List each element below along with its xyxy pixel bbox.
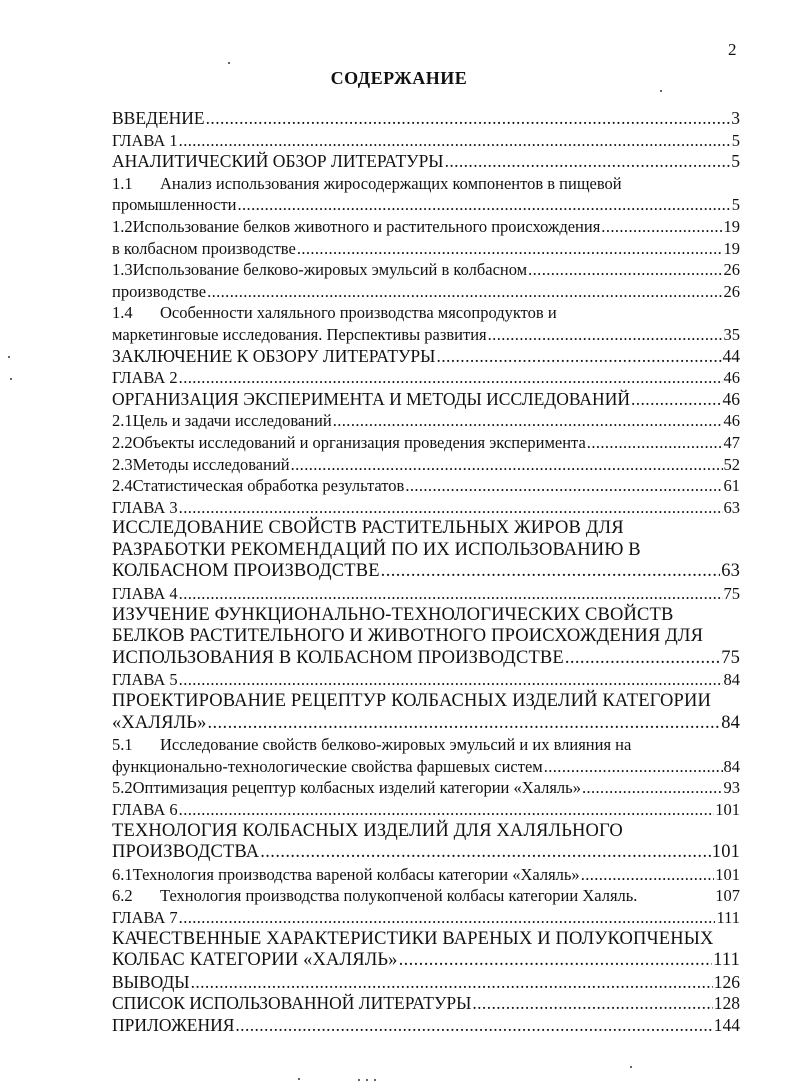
toc-entry-title: ТЕХНОЛОГИЯ КОЛБАСНЫХ ИЗДЕЛИЙ ДЛЯ ХАЛЯЛЬНОГО [112, 820, 623, 841]
toc-entry-title: Технология производства полукопченой колбасы категории Халяль. [160, 886, 638, 906]
toc-entry [112, 432, 740, 454]
dot-leader [405, 475, 722, 497]
dot-leader [207, 713, 720, 735]
dot-leader [235, 1015, 712, 1037]
toc-entry-title: ВЫВОДЫ [112, 971, 190, 992]
toc-entry-number: 2.4 [112, 476, 133, 496]
toc-entry-page: 26 [723, 260, 740, 280]
toc-entry-title: Методы исследований [132, 454, 290, 474]
toc-entry-page: 44 [722, 345, 740, 366]
toc-entry-title: ЗАКЛЮЧЕНИЕ К ОБЗОРУ ЛИТЕРАТУРЫ [112, 345, 436, 366]
toc-entry-title: ПРОИЗВОДСТВА [112, 842, 260, 863]
dot-leader [565, 648, 720, 670]
toc-entry-page: 84 [721, 712, 740, 733]
dot-leader [260, 842, 711, 864]
toc-entry-page: 101 [715, 800, 740, 819]
toc-entry-number: 1.3 [112, 260, 133, 280]
dot-leader [381, 561, 721, 583]
dot-leader [191, 972, 713, 994]
toc-entry-title: Особенности халяльного производства мясопродуктов и [160, 303, 557, 323]
toc-entry-title: ПРИЛОЖЕНИЯ [112, 1014, 235, 1035]
dot-leader [207, 281, 722, 303]
toc-entry-page: 5 [731, 195, 740, 215]
toc-entry [112, 713, 740, 735]
toc-entry-number: 2.2 [112, 432, 133, 452]
toc-entry-page: 84 [723, 670, 740, 690]
dot-leader [445, 151, 731, 173]
toc-entry [112, 410, 740, 432]
toc-entry-page: 5 [731, 151, 740, 172]
toc-entry-page: 61 [723, 476, 740, 496]
dot-leader [399, 950, 713, 972]
toc-entry-page: 63 [723, 497, 740, 517]
toc-entry-page: 46 [723, 411, 740, 431]
page-title: СОДЕРЖАНИЕ [330, 68, 468, 88]
toc-entry [112, 108, 740, 130]
toc-entry-title: ГЛАВА 5 [112, 670, 178, 690]
toc-entry [112, 885, 740, 907]
toc-entry [112, 605, 740, 627]
toc-entry [112, 389, 740, 411]
toc-entry-title: ИССЛЕДОВАНИЕ СВОЙСТВ РАСТИТЕЛЬНЫХ ЖИРОВ ДЛЯ [112, 518, 624, 539]
toc-entry [112, 950, 740, 972]
toc-entry-title: функционально-технологические свойства фаршевых систем [112, 756, 543, 776]
toc-entry [112, 842, 740, 864]
dot-leader [436, 346, 721, 368]
dot-leader [179, 367, 723, 389]
toc-entry-number: 1.2 [112, 216, 133, 236]
toc-entry-title: Использование белково-жировых эмульсий в колбасном [132, 260, 528, 280]
toc-entry-title: в колбасном производстве [112, 238, 296, 258]
toc-entry-title: ГЛАВА 1 [112, 130, 178, 150]
toc-entry-number: 1.1 [112, 173, 133, 193]
toc-entry-title: ОРГАНИЗАЦИЯ ЭКСПЕРИМЕНТА И МЕТОДЫ ИССЛЕДОВАНИЙ [112, 388, 630, 409]
toc-entry-title: РАЗРАБОТКИ РЕКОМЕНДАЦИЙ ПО ИХ ИСПОЛЬЗОВАНИЮ В [112, 539, 641, 560]
toc-entry-page: 75 [723, 584, 740, 604]
toc-entry [112, 281, 740, 303]
toc-entry-page: 101 [715, 864, 740, 884]
table-of-contents [112, 108, 740, 1037]
toc-entry [112, 799, 740, 821]
toc-entry-title: Технология производства вареной колбасы категории «Халяль» [132, 864, 580, 884]
toc-entry-number: 1.4 [112, 303, 133, 323]
toc-entry-page: 93 [723, 778, 740, 798]
toc-entry [112, 324, 740, 346]
toc-entry-title: ИЗУЧЕНИЕ ФУНКЦИОНАЛЬНО-ТЕХНОЛОГИЧЕСКИХ СВОЙСТВ [112, 604, 674, 625]
dot-leader [179, 497, 723, 519]
toc-entry-page: 26 [723, 281, 740, 301]
toc-entry-page: 111 [716, 907, 740, 927]
dot-leader [179, 583, 723, 605]
toc-entry [112, 130, 740, 152]
toc-entry-title: АНАЛИТИЧЕСКИЙ ОБЗОР ЛИТЕРАТУРЫ [112, 151, 444, 172]
toc-entry [112, 756, 740, 778]
toc-entry-title: Цель и задачи исследований [132, 411, 332, 431]
toc-entry [112, 216, 740, 238]
dot-leader [581, 864, 715, 886]
toc-entry-title: КОЛБАСНОМ ПРОИЗВОДСТВЕ [112, 561, 380, 582]
dot-leader [297, 238, 723, 260]
toc-entry-title: промышленности [112, 195, 237, 215]
dot-leader [601, 216, 722, 238]
dot-leader [488, 324, 723, 346]
toc-entry [112, 454, 740, 476]
toc-entry-title: Объекты исследований и организация проведения эксперимента [132, 432, 586, 452]
toc-entry [112, 691, 740, 713]
toc-entry-title: Статистическая обработка результатов [132, 476, 405, 496]
toc-entry-page: 107 [715, 886, 740, 906]
toc-entry [112, 518, 740, 540]
toc-entry-number: 5.1 [112, 735, 133, 755]
dot-leader [333, 410, 723, 432]
dot-leader [544, 756, 723, 778]
toc-entry-title: ИСПОЛЬЗОВАНИЯ В КОЛБАСНОМ ПРОИЗВОДСТВЕ [112, 647, 564, 668]
page-number: 2 [728, 40, 737, 59]
toc-entry-page: 63 [721, 561, 740, 582]
toc-entry [112, 497, 740, 519]
toc-entry-page: 101 [711, 842, 740, 863]
toc-entry-title: Исследование свойств белково-жировых эмульсий и их влияния на [160, 735, 632, 755]
toc-entry [112, 626, 740, 648]
dot-leader [631, 389, 722, 411]
toc-entry-title: ГЛАВА 4 [112, 584, 178, 604]
toc-entry [112, 238, 740, 260]
toc-entry-title: ГЛАВА 2 [112, 368, 178, 388]
toc-entry-page: 3 [731, 108, 740, 128]
toc-entry-title: БЕЛКОВ РАСТИТЕЛЬНОГО И ЖИВОТНОГО ПРОИСХОЖДЕНИЯ ДЛЯ [112, 626, 704, 647]
toc-entry-page: 144 [713, 1014, 740, 1035]
toc-entry [112, 302, 740, 324]
toc-entry-page: 19 [723, 238, 740, 258]
toc-entry-number: 6.1 [112, 864, 133, 884]
toc-entry-title: ГЛАВА 6 [112, 800, 178, 819]
dot-leader [291, 454, 723, 476]
toc-entry [112, 173, 740, 195]
toc-entry [112, 929, 740, 951]
toc-entry [112, 540, 740, 562]
toc-entry-number: 5.2 [112, 778, 133, 798]
toc-entry-title: ГЛАВА 7 [112, 907, 178, 927]
toc-entry [112, 194, 740, 216]
toc-entry-title: Анализ использования жиросодержащих компонентов в пищевой [160, 173, 622, 193]
toc-entry-page: 5 [731, 130, 740, 150]
toc-entry-title: «ХАЛЯЛЬ» [112, 712, 207, 733]
toc-entry [112, 648, 740, 670]
dot-leader [582, 777, 723, 799]
toc-entry [112, 367, 740, 389]
toc-entry [112, 777, 740, 799]
toc-entry-number: 2.1 [112, 411, 133, 431]
dot-leader [238, 194, 731, 216]
toc-entry-page: 35 [723, 324, 740, 344]
toc-entry-title: ПРОЕКТИРОВАНИЕ РЕЦЕПТУР КОЛБАСНЫХ ИЗДЕЛИЙ КАТЕГОРИИ [112, 691, 712, 712]
toc-entry-page: 47 [723, 432, 740, 452]
toc-entry-page: 19 [723, 216, 740, 236]
toc-entry-title: КОЛБАС КАТЕГОРИИ «ХАЛЯЛЬ» [112, 950, 398, 971]
toc-entry [112, 907, 740, 929]
toc-entry-title: ГЛАВА 3 [112, 497, 178, 517]
dot-leader [206, 108, 731, 130]
toc-entry-title: Использование белков животного и растительного происхождения [132, 216, 601, 236]
dot-leader [472, 993, 712, 1015]
dot-leader [528, 259, 722, 281]
toc-entry [112, 583, 740, 605]
toc-entry [112, 821, 740, 843]
toc-entry-page: 52 [723, 454, 740, 474]
toc-entry [112, 972, 740, 994]
dot-leader [179, 669, 723, 691]
toc-entry-title: КАЧЕСТВЕННЫЕ ХАРАКТЕРИСТИКИ ВАРЕНЫХ И ПОЛУКОПЧЕНЫХ [112, 928, 714, 949]
toc-entry-page: 46 [722, 388, 740, 409]
dot-leader [179, 130, 731, 152]
toc-entry-page: 128 [713, 993, 740, 1014]
dot-leader [179, 907, 716, 929]
toc-entry-number: 6.2 [112, 886, 133, 906]
toc-entry-title: ВВЕДЕНИЕ [112, 108, 205, 128]
toc-entry-title: Оптимизация рецептур колбасных изделий категории «Халяль» [132, 778, 581, 798]
toc-entry [112, 993, 740, 1015]
toc-entry [112, 346, 740, 368]
toc-entry [112, 259, 740, 281]
toc-entry [112, 864, 740, 886]
toc-entry-page: 75 [721, 647, 740, 668]
toc-entry-title: маркетинговые исследования. Перспективы развития [112, 324, 487, 344]
toc-entry-page: 84 [723, 756, 740, 776]
dot-leader [587, 432, 723, 454]
toc-entry [112, 734, 740, 756]
toc-entry-page: 111 [713, 950, 740, 971]
toc-entry [112, 151, 740, 173]
toc-entry-title: производстве [112, 281, 207, 301]
dot-leader [179, 799, 715, 821]
toc-entry [112, 1015, 740, 1037]
toc-entry-title: СПИСОК ИСПОЛЬЗОВАННОЙ ЛИТЕРАТУРЫ [112, 993, 472, 1014]
toc-entry-number: 2.3 [112, 454, 133, 474]
toc-entry [112, 669, 740, 691]
toc-entry [112, 561, 740, 583]
toc-entry-page: 46 [723, 368, 740, 388]
toc-entry-page: 126 [713, 971, 740, 992]
toc-entry [112, 475, 740, 497]
